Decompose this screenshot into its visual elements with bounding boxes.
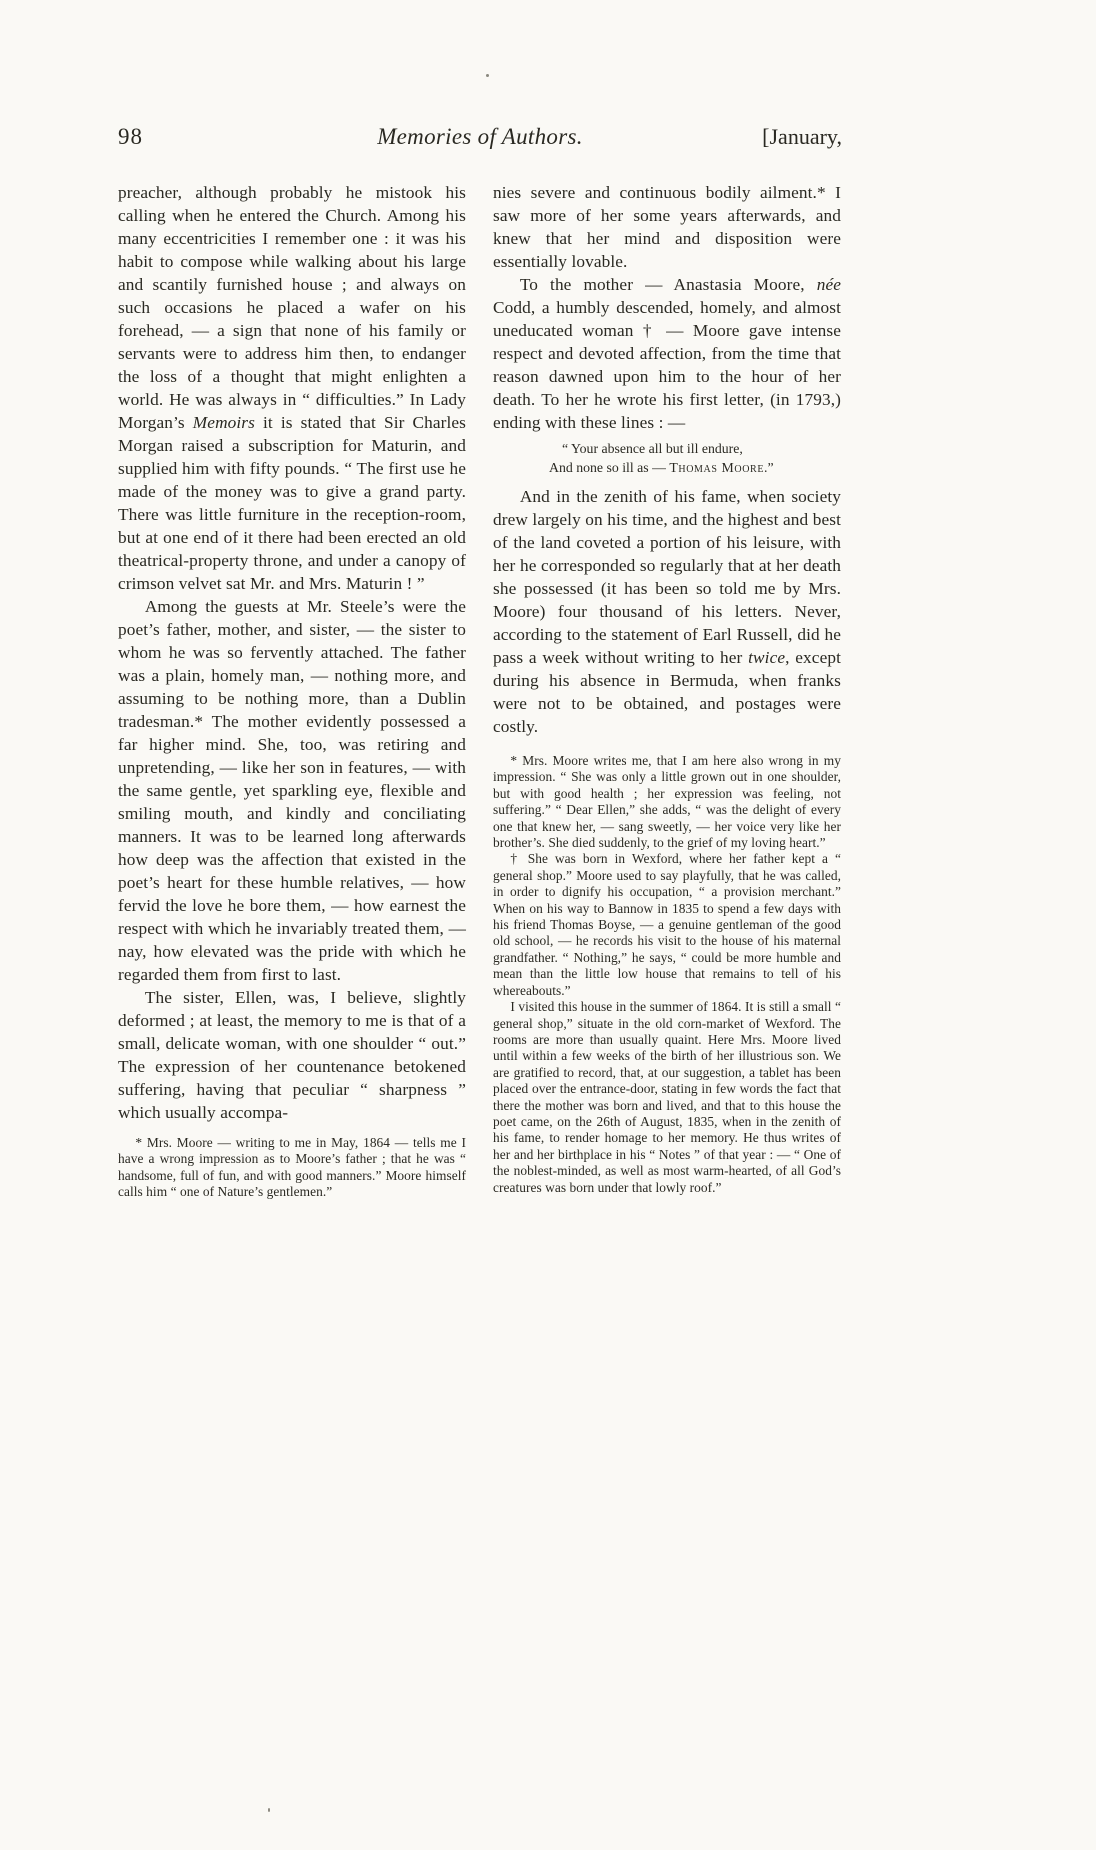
paragraph: Among the guests at Mr. Steele’s were the poet’s father, mother, and sister, — the sister to whom he was so fervently attached. The father was a plain, homely man, — nothing more, and assuming to be nothing more, than a Dublin tradesman.* The mother evidently possessed a far higher mind. She, too, was retiring and unpretending, — like her son in features, — with the same gentle, yet sparkling eye, flexible and smiling mouth, and kindly and conciliating manners. It was to be learned long afterwards how deep was the affection that existed in the poet’s heart for these humble relatives, — how fervid the love he bore them, — how earnest the respect with which he invariably treated them, — nay, how elevated was the pride with which he regarded them from first to last. [118,597,466,984]
text-segment: To the mother — Anastasia Moore, [519,275,817,294]
paragraph [118,181,466,595]
paragraph [493,273,841,434]
text-segment: , except during his absence in Bermuda, when franks were not to be obtained, and postages were costly. [493,648,841,736]
scan-speck [268,1808,270,1812]
book-title-italic: Memoirs [192,413,255,432]
right-column [493,181,841,1196]
page-header [118,124,842,150]
issue-label: [January, [762,124,842,149]
author-name-smallcaps: Thomas Moore [669,459,765,475]
text-segment: it is stated that Sir Charles Morgan raised a subscription for Maturin, and supplied him with fifty pounds. “ The first use he made of the money was to give a grand party. There was little furniture in the reception-room, but at one end of it there had been erected an old theatrical-property throne, and under a canopy of crimson velvet sat Mr. and Mrs. Maturin ! ” [118,413,466,593]
footnote: * Mrs. Moore writes me, that I am here also wrong in my impression. “ She was only a little grown out in one shoulder, but with good health ; her expression was feeling, not suffering.” “ Dear Ellen,” she adds, “ was the delight of every one that knew her, — sang sweetly, — her voice very like her brother’s. She died suddenly, to the grief of my loving heart.” [493,753,841,851]
paragraph [493,485,841,738]
footnote: † She was born in Wexford, where her father kept a “ general shop.” Moore used to say playfully, that he was called, in order to dignify his occupation, “ a provision merchant.” When on his way to Bannow in 1835 to spend a few days with his friend Thomas Boyse, — a genuine gentleman of the good old school, — he records his visit to the house of his maternal grandfather. “ Nothing,” he says, “ could be more humble and mean than the little low house that remains to tell of his whereabouts.” [493,851,841,998]
scan-speck [486,74,489,77]
page-number: 98 [118,124,143,149]
text-segment: Codd, a humbly descended, homely, and almost uneducated woman † — Moore gave intense respect and devoted affection, from the time that reason dawned upon him to the hour of her death. To her he wrote his first letter, (in 1793,) ending with these lines : — [493,298,841,432]
nee-italic: née [816,275,841,294]
verse-line: “ Your absence all but ill endure, [562,441,743,456]
footnote: I visited this house in the summer of 1864. It is still a small “ general shop,” situate in the old corn-market of Wexford. The rooms are more than usually quaint. Here Mrs. Moore lived until within a few weeks of the birth of her illustrious son. We are gratified to record, that, at our suggestion, a tablet has been placed over the entrance-door, stating in few words the fact that there the mother was born and lived, and that to this house the poet came, on the 26th of August, 1835, when in the zenith of his fame, to render homage to her memory. He thus writes of her and her birthplace in his “ Notes ” of that year : — “ One of the noblest-minded, as well as most warm-hearted, of all God’s creatures was born under that lowly roof.” [493,999,841,1195]
paragraph: nies severe and continuous bodily ailment.* I saw more of her some years afterwards, and knew that her mind and disposition were essentially lovable. [493,183,841,271]
text-segment: preacher, although probably he mistook his calling when he entered the Church. Among his many eccentricities I remember one : it was his habit to compose while walking about his large and scantily furnished house ; and always on such occasions he placed a wafer on his forehead, — a sign that none of his family or servants were to address him then, to endanger the loss of a thought that might enlighten a world. He was always in “ difficulties.” In Lady Morgan’s [118,183,466,432]
verse-line [549,459,841,478]
left-column [118,181,466,1201]
text-segment: .” [764,459,774,475]
text-block [118,124,842,1201]
right-footnote-block [493,753,841,1196]
footnote: * Mrs. Moore — writing to me in May, 1864 — tells me I have a wrong impression as to Moore’s father ; that he was “ handsome, full of fun, and with good manners.” Moore himself calls him “ one of Nature’s gentlemen.” [118,1135,466,1200]
text-segment: And in the zenith of his fame, when society drew largely on his time, and the highest and best of the land coveted a portion of his leisure, with her he corresponded so regularly that at her death she possessed (it has been so told me by Mrs. Moore) four thousand of his letters. Never, according to the statement of Earl Russell, did he pass a week without writing to her [493,487,841,667]
two-column-layout [118,181,842,1201]
running-title: Memories of Authors. [377,124,583,149]
paragraph: The sister, Ellen, was, I believe, slightly deformed ; at least, the memory to me is that of a small, delicate woman, with one shoulder “ out.” The expression of her countenance betokened suffering, having that peculiar “ sharpness ” which usually accompa- [118,988,466,1122]
left-footnote-block [118,1135,466,1201]
text-segment: And none so ill as — [549,459,670,475]
verse-quote [549,440,841,477]
twice-italic: twice [748,648,786,667]
